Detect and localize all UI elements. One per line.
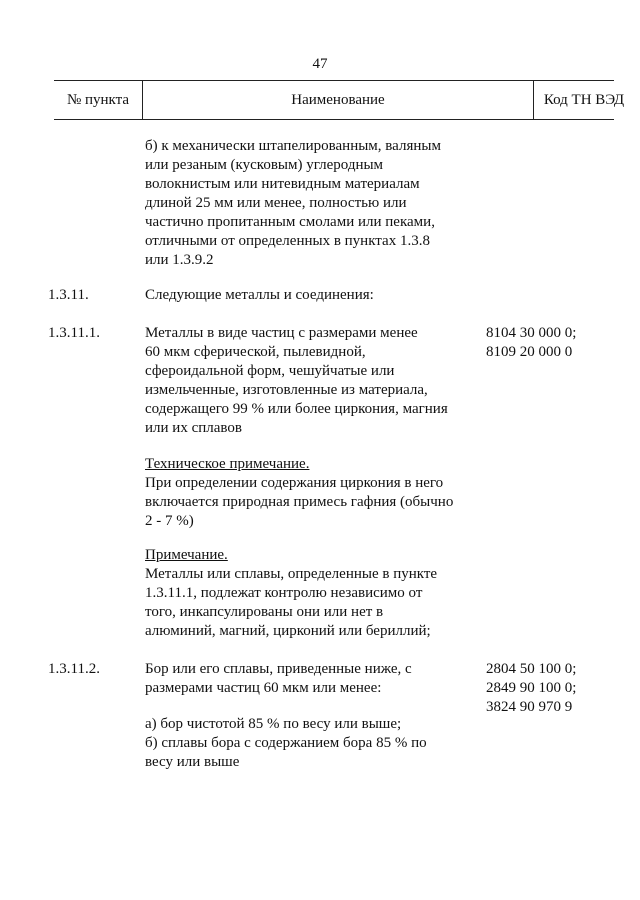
item-number: 1.3.11.1. — [48, 325, 100, 341]
sub-item: б) сплавы бора с содержанием бора 85 % по — [145, 735, 427, 751]
technical-note — [145, 455, 485, 531]
header-item-number: № пункта — [54, 81, 143, 119]
sub-items — [145, 715, 485, 772]
item-codes — [486, 660, 606, 717]
item-text — [145, 324, 485, 438]
text-line: длиной 25 мм или менее, полностью или — [145, 195, 407, 211]
text-line: Металлы в виде частиц с размерами менее — [145, 325, 418, 341]
text-line: б) к механически штапелированным, валяным — [145, 138, 441, 154]
header-name: Наименование — [143, 81, 534, 119]
technical-note-title: Техническое примечание. — [145, 456, 310, 472]
item-text — [145, 660, 485, 698]
item-number: 1.3.11. — [48, 287, 89, 303]
text-line: алюминий, магний, цирконий или бериллий; — [145, 623, 431, 639]
text-line: частично пропитанным смолами или пеками, — [145, 214, 435, 230]
code-value: 8109 20 000 0 — [486, 344, 573, 360]
header-code: Код ТН ВЭД — [543, 92, 625, 108]
text-line: включается природная примесь гафния (обычно — [145, 494, 454, 510]
text-line: волокнистым или нитевидным материалам — [145, 176, 420, 192]
text-line: 2 - 7 %) — [145, 513, 194, 529]
note-title: Примечание. — [145, 547, 228, 563]
item-text: Следующие металлы и соединения: — [145, 287, 374, 303]
text-line: Металлы или сплавы, определенные в пункте — [145, 566, 438, 582]
item-number: 1.3.11.2. — [48, 661, 100, 677]
text-line: отличными от определенных в пунктах 1.3.8 — [145, 233, 430, 249]
note — [145, 546, 485, 641]
code-value: 2804 50 100 0; — [486, 661, 577, 677]
text-line: или 1.3.9.2 — [145, 252, 214, 268]
text-line: содержащего 99 % или более циркония, магния — [145, 401, 448, 417]
table-header — [54, 80, 625, 120]
sub-item: а) бор чистотой 85 % по весу или выше; — [145, 716, 402, 732]
code-value: 8104 30 000 0; — [486, 325, 577, 341]
sub-item: весу или выше — [145, 754, 240, 770]
text-line: 60 мкм сферической, пылевидной, — [145, 344, 366, 360]
text-line: сфероидальной форм, чешуйчатые или — [145, 363, 395, 379]
text-line: измельченные, изготовленные из материала, — [145, 382, 428, 398]
text-line: того, инкапсулированы они или нет в — [145, 604, 384, 620]
text-line: При определении содержания циркония в него — [145, 475, 444, 491]
text-line: 1.3.11.1, подлежат контролю независимо от — [145, 585, 423, 601]
item-b-continuation — [145, 137, 485, 270]
text-line: Бор или его сплавы, приведенные ниже, с — [145, 661, 412, 677]
code-value: 3824 90 970 9 — [486, 699, 573, 715]
page-number: 47 — [312, 56, 328, 72]
text-line: размерами частиц 60 мкм или менее: — [145, 680, 382, 696]
item-codes — [486, 324, 606, 362]
text-line: или резаным (кусковым) углеродным — [145, 157, 384, 173]
code-value: 2849 90 100 0; — [486, 680, 577, 696]
text-line: или их сплавов — [145, 420, 242, 436]
